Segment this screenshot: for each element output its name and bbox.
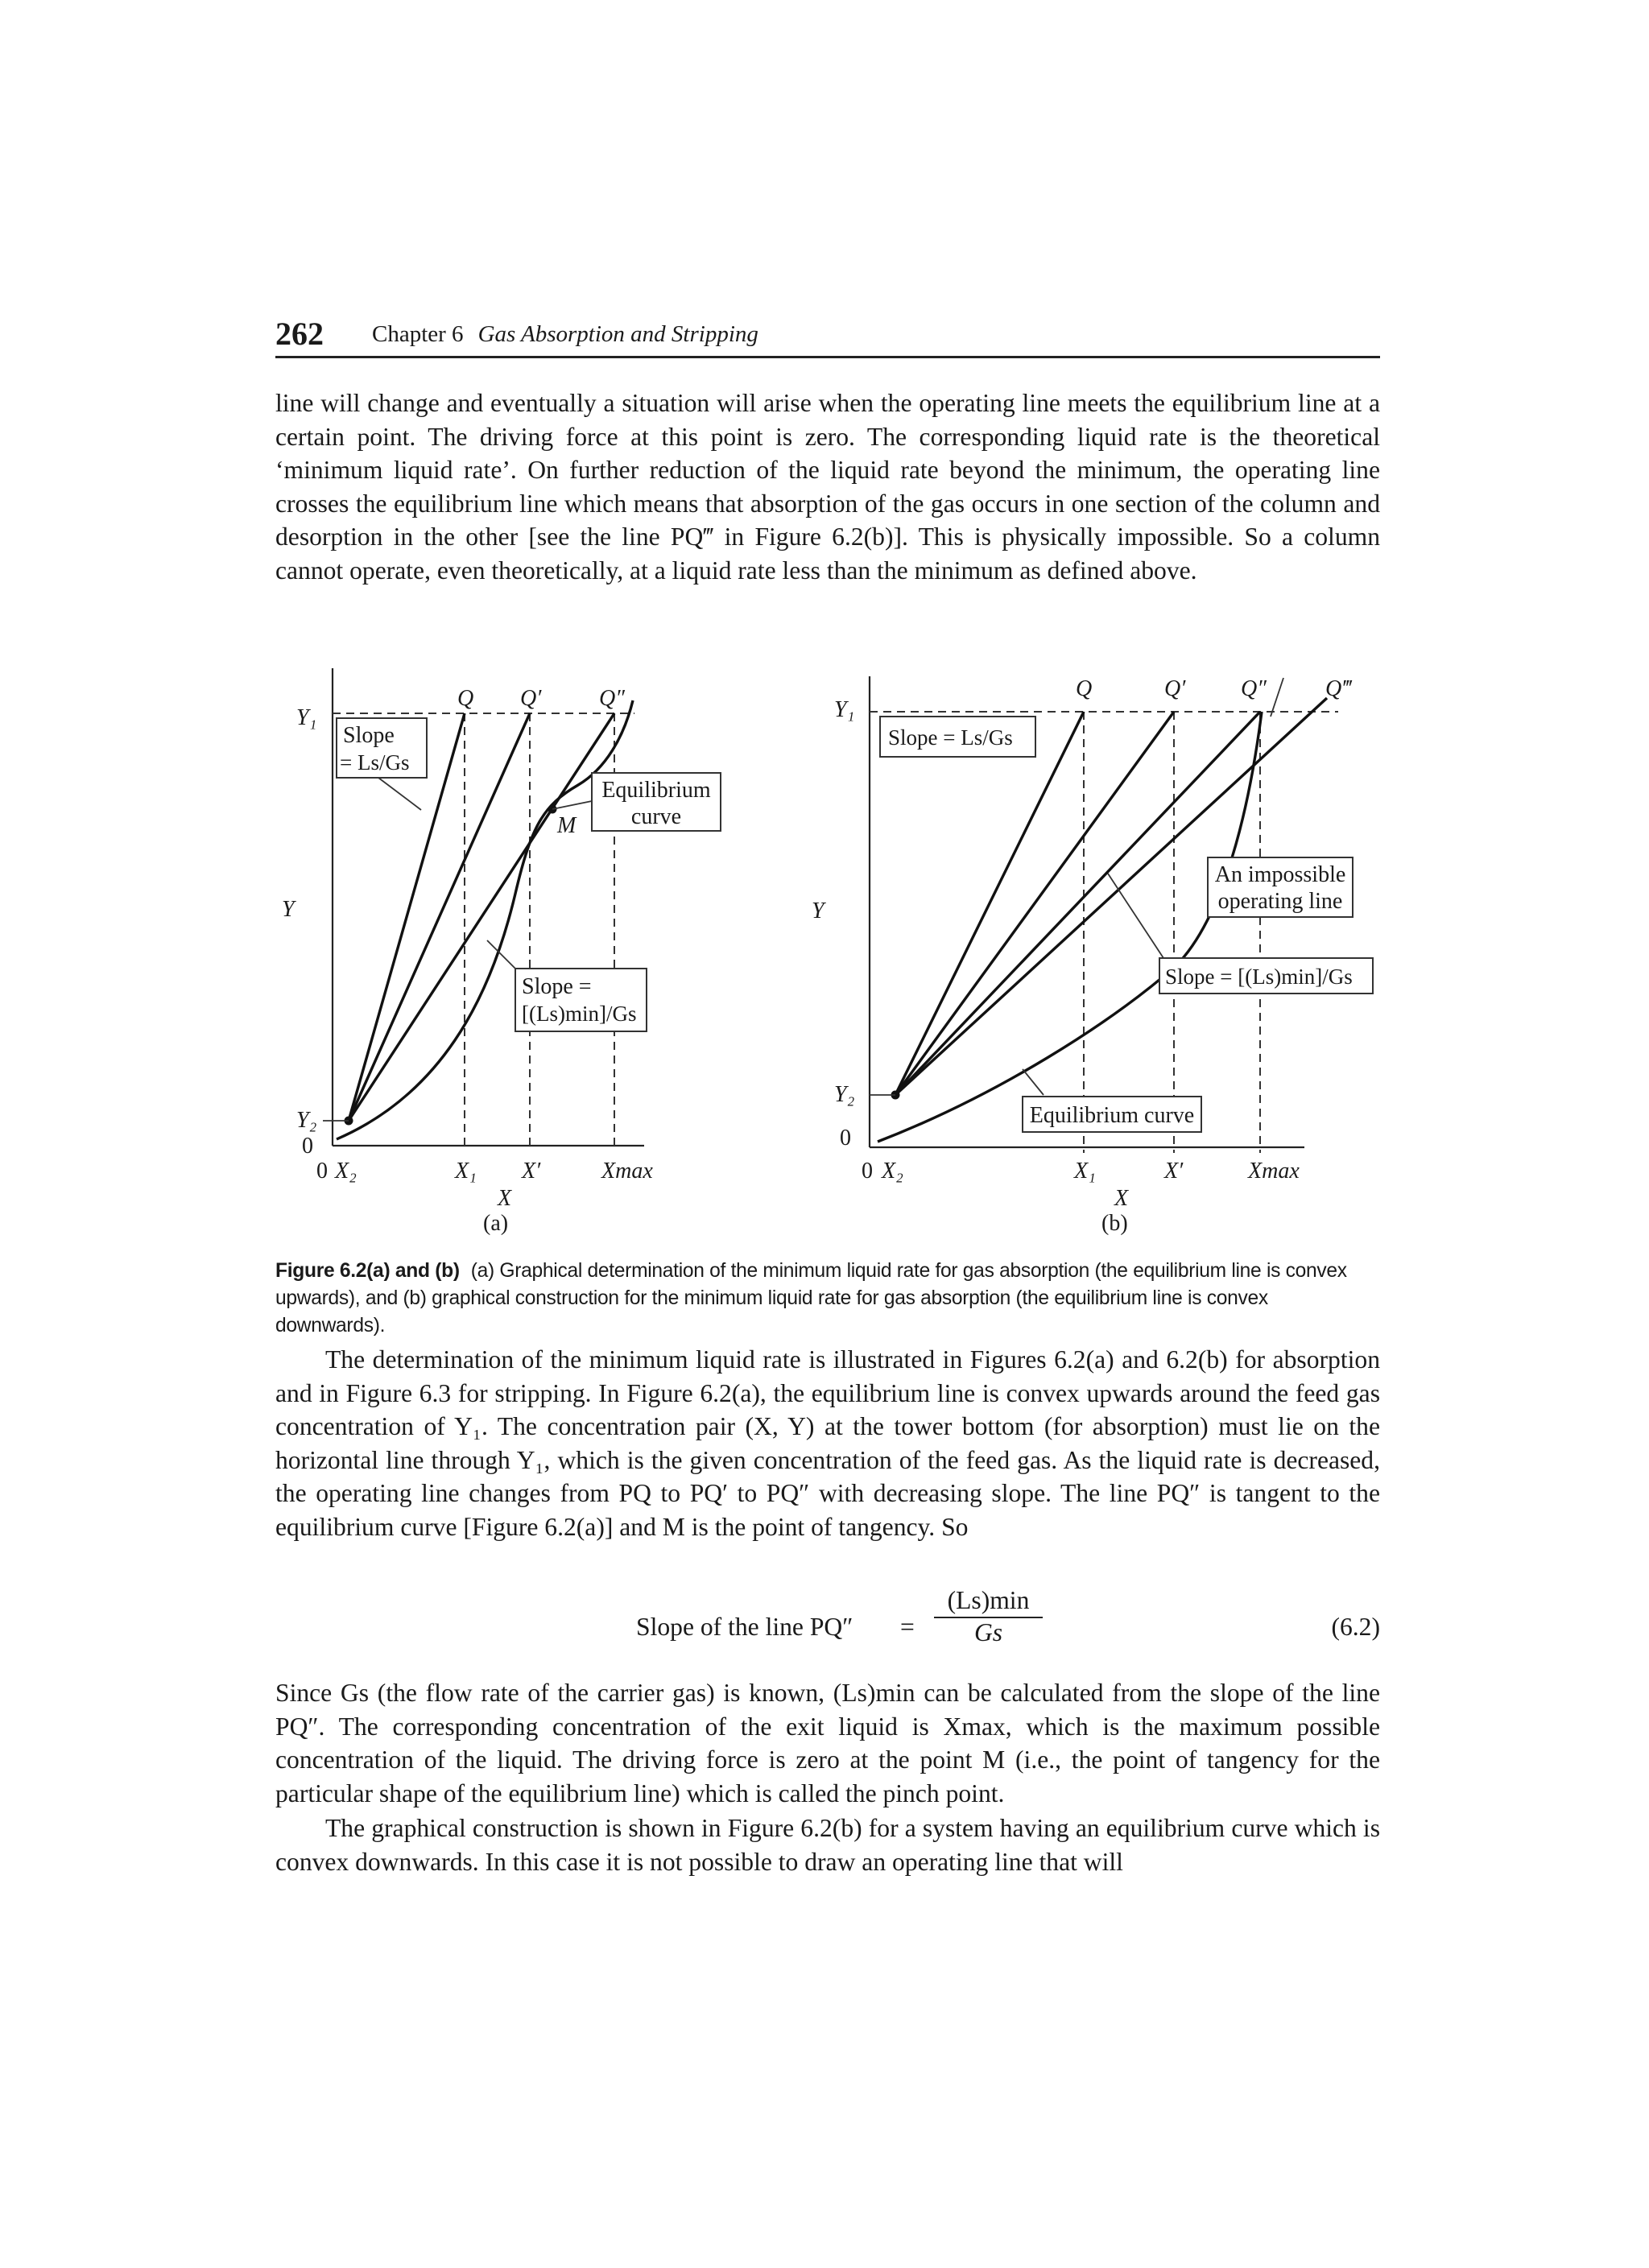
- impossible-box-b-line1: An impossible: [1214, 862, 1346, 887]
- slope-box-b-text: Slope = Ls/Gs: [888, 725, 1013, 750]
- equilibrium-curve-b: [878, 712, 1262, 1142]
- y1-label-b: Y₁: [834, 697, 855, 722]
- q-label-b: Q: [1076, 676, 1093, 701]
- q-double-prime-label-b: Q″: [1241, 676, 1267, 701]
- y-axis-title-b: Y: [812, 899, 824, 923]
- page-number: 262: [275, 316, 324, 352]
- x-axis-title-b: X: [1114, 1186, 1129, 1211]
- q-prime-label-b: Q′: [1164, 676, 1186, 701]
- panel-label-b: (b): [1101, 1211, 1128, 1236]
- impossible-pointer-b: [1271, 678, 1283, 717]
- min-slope-leader-b: [1108, 874, 1163, 958]
- x1-label-a: X₁: [455, 1159, 477, 1184]
- x-axis-title-a: X: [498, 1186, 512, 1211]
- slope-leader-a: [378, 778, 421, 810]
- panel-a: [282, 668, 721, 1236]
- x1-label-b: X₁: [1074, 1159, 1096, 1184]
- zero-y-label-b: 0: [840, 1126, 851, 1151]
- slope-box-a-line2: = Ls/Gs: [340, 750, 410, 775]
- equilibrium-box-b-text: Equilibrium curve: [1029, 1103, 1195, 1128]
- paragraph-1: line will change and eventually a situation will arise when the operating line meets the equilibrium line at a certain point. The driving force at this point is zero. The corresponding liquid rate is the theoretical ‘minimum liquid rate’. On further reduction of the liquid rate beyond the minimum, the operating line crosses the equilibrium line which means that absorption of the gas occurs in one section of the column and desorption in the other [see the line PQ‴ in Figure 6.2(b)]. This is physically impossible. So a column cannot operate, even theoretically, at a liquid rate less than the minimum as defined above.: [275, 389, 1380, 585]
- equation-fraction: [934, 1586, 1043, 1647]
- paragraph-4: The graphical construction is shown in Figure 6.2(b) for a system having an equilibrium curve which is convex downwards. In this case it is not possible to draw an operating line that will: [275, 1814, 1380, 1876]
- min-slope-box-a-line2: [(Ls)min]/Gs: [522, 1002, 637, 1026]
- q-label-a: Q: [457, 686, 474, 711]
- figure-caption: [275, 1258, 1380, 1340]
- xmax-label-a: Xmax: [601, 1159, 653, 1184]
- equilibrium-leader-b: [1023, 1069, 1044, 1095]
- xprime-label-b: X′: [1164, 1159, 1184, 1184]
- xmax-label-b: Xmax: [1248, 1159, 1300, 1184]
- equation-denominator: Gs: [973, 1618, 1003, 1646]
- zero-y-label-a: 0: [302, 1134, 313, 1159]
- operating-line-pq-prime-b: [895, 712, 1174, 1095]
- equilibrium-box-a-line2: curve: [630, 804, 682, 829]
- equilibrium-leader-a: [552, 801, 592, 809]
- panel-b: [812, 676, 1373, 1236]
- slope-box-a-line1: Slope: [343, 723, 395, 748]
- zero-x-label-a: 0: [316, 1159, 328, 1184]
- equation-6-2: [636, 1586, 1380, 1675]
- equation-equals: =: [900, 1613, 915, 1641]
- min-slope-box-a-line1: Slope =: [522, 974, 592, 999]
- q-triple-prime-label-b: Q‴: [1325, 676, 1351, 701]
- y1-label-a: Y₁: [296, 705, 317, 730]
- chapter-label: Chapter 6: [372, 321, 464, 347]
- x2-label-b: X₂: [882, 1159, 903, 1184]
- impossible-box-b-line2: operating line: [1217, 889, 1343, 914]
- panel-label-a: (a): [483, 1211, 509, 1236]
- xprime-label-a: X′: [522, 1159, 541, 1184]
- caption-text: (a) Graphical determination of the minimum liquid rate for gas absorption (the equilibrium line is convex upwards), and (b) graphical construction for the minimum liquid rate for gas absorption (the equilibrium line is convex downwards).: [275, 1260, 1347, 1336]
- q-double-prime-label-a: Q″: [599, 686, 625, 711]
- operating-line-pq-b: [895, 712, 1084, 1095]
- y-axis-title-a: Y: [282, 897, 295, 922]
- paragraph-3: Since Gs (the flow rate of the carrier gas) is known, (Ls)min can be calculated from the slope of the line PQ″. The corresponding concentration of the exit liquid is Xmax, which is the maximum possible concentration of the liquid. The driving force is zero at the point M (i.e., the point of tangency for the particular shape of the equilibrium line) which is called the pinch point.: [275, 1679, 1380, 1807]
- zero-x-label-b: 0: [862, 1159, 873, 1184]
- equilibrium-box-a-line1: Equilibrium: [601, 778, 711, 803]
- x2-label-a: X₂: [335, 1159, 357, 1184]
- equation-numerator: (Ls)min: [934, 1586, 1043, 1618]
- chapter-title: Gas Absorption and Stripping: [477, 321, 758, 347]
- q-prime-label-a: Q′: [520, 686, 542, 711]
- equation-number: (6.2): [1331, 1613, 1380, 1641]
- equation-lhs: Slope of the line PQ″: [636, 1613, 853, 1641]
- y2-label-a: Y₂: [296, 1108, 317, 1133]
- caption-label: Figure 6.2(a) and (b): [275, 1260, 460, 1282]
- paragraph-2: The determination of the minimum liquid rate is illustrated in Figures 6.2(a) and 6.2(b) for absorption and in Figure 6.3 for stripping. In Figure 6.2(a), the equilibrium line is convex upwards around the feed gas concentration of Y₁. The concentration pair (X, Y) at the tower bottom (for absorption) must lie on the horizontal line through Y₁, which is the given concentration of the feed gas. As the liquid rate is decreased, the operating line changes from PQ to PQ′ to PQ″ with decreasing slope. The line PQ″ is tangent to the equilibrium curve [Figure 6.2(a)] and M is the point of tangency. So: [275, 1345, 1380, 1541]
- min-slope-box-b-text: Slope = [(Ls)min]/Gs: [1165, 965, 1353, 989]
- y2-label-b: Y₂: [834, 1082, 855, 1107]
- m-label-a: M: [557, 813, 577, 838]
